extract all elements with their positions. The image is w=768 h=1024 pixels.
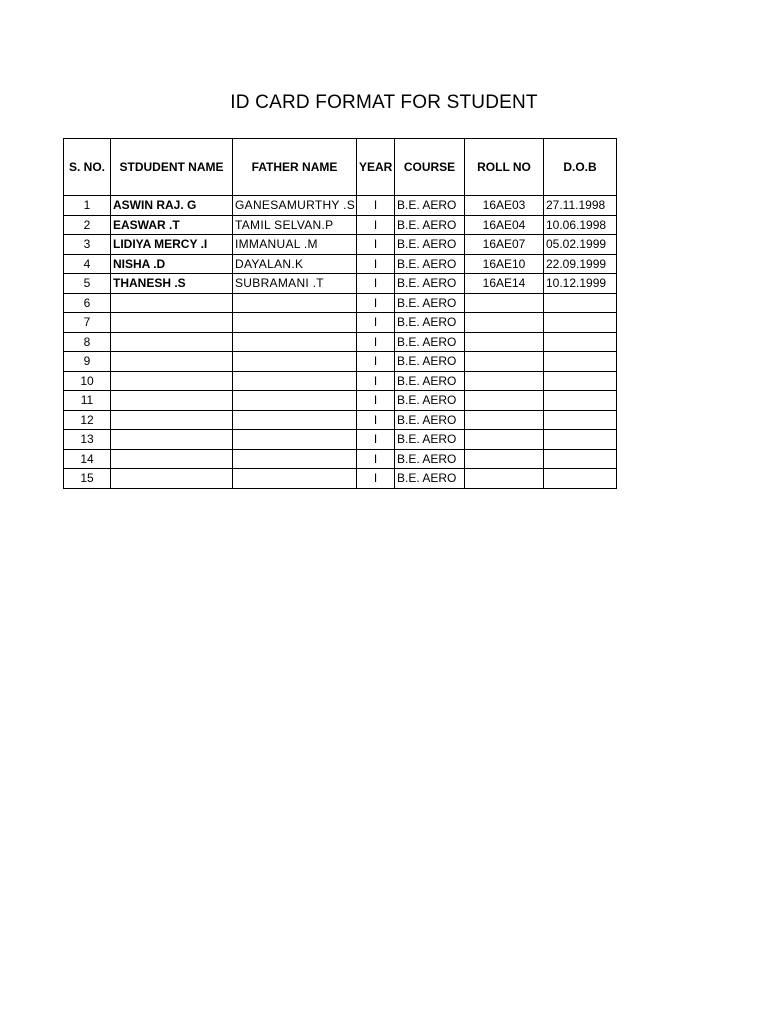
cell-student-name: LIDIYA MERCY .I bbox=[111, 235, 233, 255]
table-body bbox=[64, 196, 617, 489]
table-row bbox=[64, 215, 617, 235]
cell-course: B.E. AERO bbox=[395, 313, 465, 333]
cell-dob bbox=[544, 352, 617, 372]
cell-student-name: EASWAR .T bbox=[111, 215, 233, 235]
cell-dob bbox=[544, 371, 617, 391]
cell-dob: 27.11.1998 bbox=[544, 196, 617, 216]
cell-student-name bbox=[111, 332, 233, 352]
cell-dob bbox=[544, 469, 617, 489]
table-row bbox=[64, 371, 617, 391]
cell-year: I bbox=[357, 293, 395, 313]
cell-dob: 05.02.1999 bbox=[544, 235, 617, 255]
cell-student-name bbox=[111, 352, 233, 372]
cell-course: B.E. AERO bbox=[395, 196, 465, 216]
cell-student-name: NISHA .D bbox=[111, 254, 233, 274]
header-dob: D.O.B bbox=[544, 139, 617, 196]
cell-student-name bbox=[111, 313, 233, 333]
table-row bbox=[64, 332, 617, 352]
cell-student-name: ASWIN RAJ. G bbox=[111, 196, 233, 216]
cell-sno: 10 bbox=[64, 371, 111, 391]
cell-father-name: DAYALAN.K bbox=[233, 254, 357, 274]
cell-father-name bbox=[233, 352, 357, 372]
cell-father-name bbox=[233, 332, 357, 352]
cell-dob: 22.09.1999 bbox=[544, 254, 617, 274]
cell-roll-no: 16AE03 bbox=[465, 196, 544, 216]
cell-student-name bbox=[111, 449, 233, 469]
cell-year: I bbox=[357, 410, 395, 430]
cell-student-name bbox=[111, 469, 233, 489]
cell-father-name: IMMANUAL .M bbox=[233, 235, 357, 255]
cell-sno: 7 bbox=[64, 313, 111, 333]
cell-roll-no bbox=[465, 371, 544, 391]
cell-father-name: TAMIL SELVAN.P bbox=[233, 215, 357, 235]
cell-father-name bbox=[233, 430, 357, 450]
cell-year: I bbox=[357, 371, 395, 391]
cell-year: I bbox=[357, 469, 395, 489]
cell-course: B.E. AERO bbox=[395, 391, 465, 411]
cell-course: B.E. AERO bbox=[395, 371, 465, 391]
cell-student-name bbox=[111, 293, 233, 313]
table-row bbox=[64, 196, 617, 216]
student-table bbox=[63, 138, 617, 489]
cell-dob: 10.12.1999 bbox=[544, 274, 617, 294]
cell-course: B.E. AERO bbox=[395, 215, 465, 235]
cell-roll-no bbox=[465, 391, 544, 411]
table-row bbox=[64, 274, 617, 294]
header-student-name: STDUDENT NAME bbox=[111, 139, 233, 196]
cell-sno: 3 bbox=[64, 235, 111, 255]
cell-course: B.E. AERO bbox=[395, 332, 465, 352]
cell-course: B.E. AERO bbox=[395, 410, 465, 430]
cell-roll-no bbox=[465, 332, 544, 352]
cell-sno: 15 bbox=[64, 469, 111, 489]
table-row bbox=[64, 410, 617, 430]
table-row bbox=[64, 235, 617, 255]
cell-year: I bbox=[357, 235, 395, 255]
cell-sno: 11 bbox=[64, 391, 111, 411]
cell-dob bbox=[544, 430, 617, 450]
cell-student-name bbox=[111, 391, 233, 411]
cell-year: I bbox=[357, 215, 395, 235]
cell-father-name bbox=[233, 371, 357, 391]
table-row bbox=[64, 449, 617, 469]
table-row bbox=[64, 430, 617, 450]
cell-course: B.E. AERO bbox=[395, 235, 465, 255]
cell-father-name: SUBRAMANI .T bbox=[233, 274, 357, 294]
cell-father-name bbox=[233, 313, 357, 333]
cell-dob bbox=[544, 449, 617, 469]
cell-roll-no: 16AE14 bbox=[465, 274, 544, 294]
cell-course: B.E. AERO bbox=[395, 352, 465, 372]
cell-roll-no bbox=[465, 293, 544, 313]
cell-sno: 6 bbox=[64, 293, 111, 313]
cell-year: I bbox=[357, 332, 395, 352]
cell-sno: 14 bbox=[64, 449, 111, 469]
cell-sno: 13 bbox=[64, 430, 111, 450]
cell-sno: 8 bbox=[64, 332, 111, 352]
cell-year: I bbox=[357, 352, 395, 372]
cell-roll-no bbox=[465, 352, 544, 372]
cell-sno: 2 bbox=[64, 215, 111, 235]
cell-father-name bbox=[233, 410, 357, 430]
cell-year: I bbox=[357, 196, 395, 216]
cell-sno: 12 bbox=[64, 410, 111, 430]
cell-course: B.E. AERO bbox=[395, 449, 465, 469]
cell-year: I bbox=[357, 449, 395, 469]
cell-father-name bbox=[233, 449, 357, 469]
cell-father-name: GANESAMURTHY .S bbox=[233, 196, 357, 216]
header-father-name: FATHER NAME bbox=[233, 139, 357, 196]
cell-dob bbox=[544, 391, 617, 411]
cell-year: I bbox=[357, 313, 395, 333]
table-row bbox=[64, 313, 617, 333]
table-row bbox=[64, 469, 617, 489]
cell-course: B.E. AERO bbox=[395, 274, 465, 294]
cell-student-name bbox=[111, 410, 233, 430]
cell-course: B.E. AERO bbox=[395, 469, 465, 489]
cell-course: B.E. AERO bbox=[395, 293, 465, 313]
cell-roll-no: 16AE04 bbox=[465, 215, 544, 235]
cell-dob bbox=[544, 410, 617, 430]
cell-roll-no bbox=[465, 410, 544, 430]
cell-student-name bbox=[111, 430, 233, 450]
cell-roll-no: 16AE07 bbox=[465, 235, 544, 255]
cell-sno: 9 bbox=[64, 352, 111, 372]
cell-course: B.E. AERO bbox=[395, 430, 465, 450]
cell-student-name: THANESH .S bbox=[111, 274, 233, 294]
cell-sno: 1 bbox=[64, 196, 111, 216]
page-title: ID CARD FORMAT FOR STUDENT bbox=[230, 92, 538, 113]
header-sno: S. NO. bbox=[64, 139, 111, 196]
header-course: COURSE bbox=[395, 139, 465, 196]
cell-father-name bbox=[233, 469, 357, 489]
cell-roll-no bbox=[465, 313, 544, 333]
cell-year: I bbox=[357, 254, 395, 274]
cell-dob bbox=[544, 293, 617, 313]
cell-roll-no: 16AE10 bbox=[465, 254, 544, 274]
cell-year: I bbox=[357, 391, 395, 411]
cell-year: I bbox=[357, 430, 395, 450]
header-year: YEAR bbox=[357, 139, 395, 196]
cell-roll-no bbox=[465, 469, 544, 489]
table-header-row bbox=[64, 139, 617, 196]
cell-roll-no bbox=[465, 449, 544, 469]
cell-father-name bbox=[233, 391, 357, 411]
cell-dob bbox=[544, 313, 617, 333]
table-row bbox=[64, 293, 617, 313]
cell-dob bbox=[544, 332, 617, 352]
table-row bbox=[64, 352, 617, 372]
cell-sno: 5 bbox=[64, 274, 111, 294]
cell-sno: 4 bbox=[64, 254, 111, 274]
cell-year: I bbox=[357, 274, 395, 294]
table-row bbox=[64, 391, 617, 411]
cell-student-name bbox=[111, 371, 233, 391]
cell-dob: 10.06.1998 bbox=[544, 215, 617, 235]
table-row bbox=[64, 254, 617, 274]
cell-father-name bbox=[233, 293, 357, 313]
cell-roll-no bbox=[465, 430, 544, 450]
cell-course: B.E. AERO bbox=[395, 254, 465, 274]
header-roll-no: ROLL NO bbox=[465, 139, 544, 196]
